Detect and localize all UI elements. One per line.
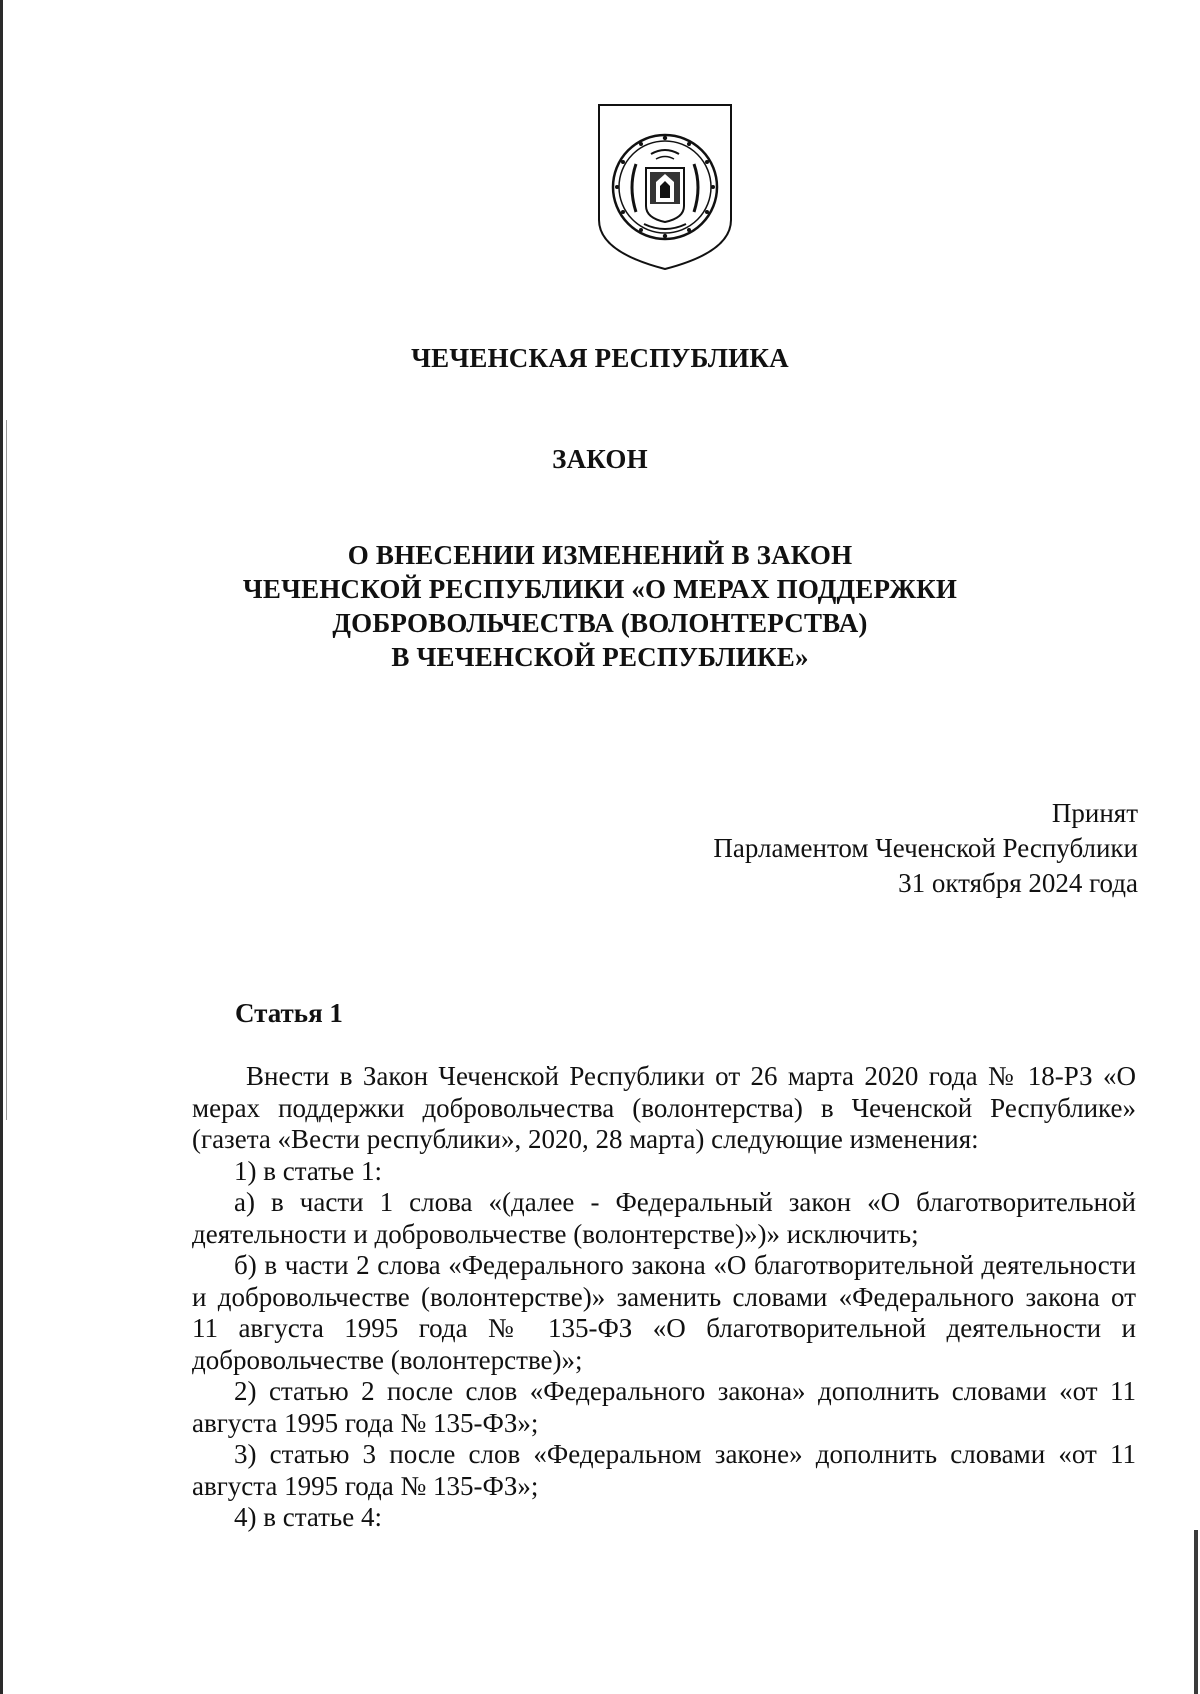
adoption-line-body: Парламентом Чеченской Республики (713, 833, 1138, 863)
adoption-block (713, 796, 1138, 901)
law-title-line: О ВНЕСЕНИИ ИЗМЕНЕНИЙ В ЗАКОН (347, 540, 853, 570)
article-paragraph: 3) статью 3 после слов «Федеральном законе» дополнить словами «от 11 августа 1995 года № 135-ФЗ»; (192, 1439, 1136, 1501)
article-paragraph: б) в части 2 слова «Федерального закона «О благотворительной деятельности и добровольчестве (волонтерстве)» заменить словами «Федерального закона от 11 августа 1995 года № 135-ФЗ «О благотворительной деятельности и добровольчестве (волонтерстве)»; (192, 1250, 1136, 1375)
scan-edge-right (1194, 1530, 1198, 1694)
document-type-heading: ЗАКОН (552, 444, 648, 474)
article-paragraph: 4) в статье 4: (234, 1502, 382, 1532)
article-paragraph: Внести в Закон Чеченской Республики от 26 марта 2020 года № 18-РЗ «О мерах поддержки добровольчества (волонтерства) в Чеченской Республике» (газета «Вести республики», 2020, 28 марта) следующие изменения: (192, 1061, 1136, 1154)
article-paragraph: 2) статью 2 после слов «Федерального закона» дополнить словами «от 11 августа 1995 года № 135-ФЗ»; (192, 1376, 1136, 1438)
scan-edge-left (0, 0, 3, 1694)
article-paragraph: а) в части 1 слова «(далее - Федеральный закон «О благотворительной деятельности и добровольчестве (волонтерстве)»)» исключить; (192, 1187, 1136, 1249)
article-heading: Статья 1 (235, 998, 343, 1028)
article-paragraph: 1) в статье 1: (234, 1155, 382, 1186)
scan-edge-left-inner (6, 420, 7, 1120)
law-title-line: ЧЕЧЕНСКОЙ РЕСПУБЛИКИ «О МЕРАХ ПОДДЕРЖКИ (242, 574, 958, 604)
republic-heading: ЧЕЧЕНСКАЯ РЕСПУБЛИКА (411, 343, 789, 373)
adoption-line-date: 31 октября 2024 года (898, 868, 1138, 898)
article-body (192, 1061, 1136, 1534)
coat-of-arms-emblem-icon (596, 102, 734, 272)
adoption-line-status: Принят (1051, 798, 1138, 828)
law-title (0, 538, 1200, 674)
law-title-line: ДОБРОВОЛЬЧЕСТВА (ВОЛОНТЕРСТВА) (332, 608, 868, 638)
law-title-line: В ЧЕЧЕНСКОЙ РЕСПУБЛИКЕ» (391, 642, 809, 672)
